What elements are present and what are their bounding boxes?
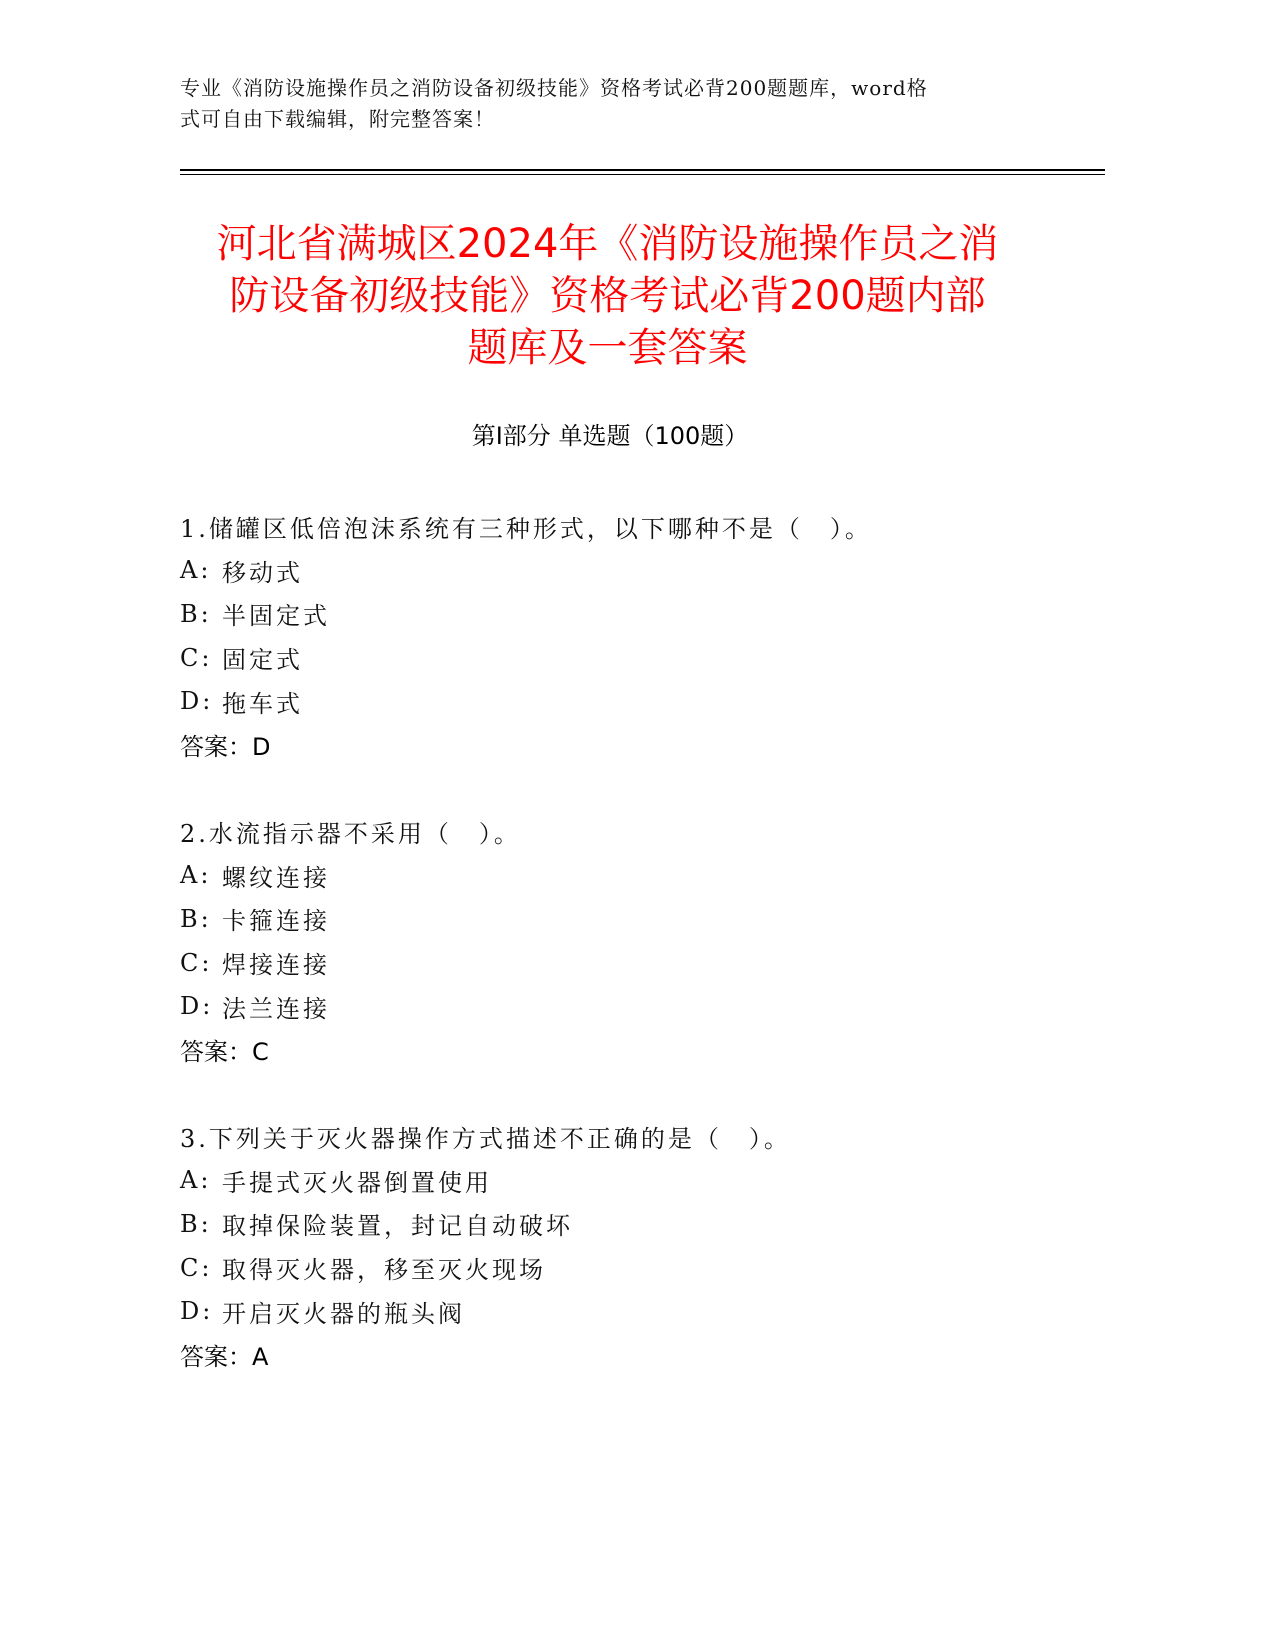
- option-text: 半固定式: [222, 602, 330, 631]
- header-divider-thick: [180, 169, 1105, 171]
- option-text: 固定式: [222, 646, 303, 675]
- option-c: [180, 941, 1060, 985]
- option-text: 卡箍连接: [222, 907, 330, 936]
- option-text: 拖车式: [222, 689, 303, 718]
- option-letter: D:: [180, 1297, 214, 1326]
- answer-line: 答案：A: [180, 1343, 269, 1372]
- option-letter: B:: [180, 1209, 212, 1238]
- option-d: [180, 1289, 1060, 1333]
- header-note-line-1: 专业《消防设施操作员之消防设备初级技能》资格考试必背200题题库，word格: [180, 76, 928, 100]
- option-a: [180, 549, 1060, 593]
- header-note: [180, 73, 1040, 135]
- option-text: 开启灭火器的瓶头阀: [222, 1299, 465, 1328]
- option-a: [180, 854, 1060, 898]
- option-letter: B:: [180, 599, 212, 628]
- question-stem: 2.水流指示器不采用（ ）。: [180, 820, 521, 849]
- option-text: 法兰连接: [222, 994, 330, 1023]
- option-letter: D:: [180, 992, 214, 1021]
- question-stem: 1.储罐区低倍泡沫系统有三种形式，以下哪种不是（ ）。: [180, 515, 872, 544]
- option-text: 焊接连接: [222, 951, 330, 980]
- answer-line: 答案：D: [180, 733, 271, 762]
- option-text: 螺纹连接: [222, 863, 330, 892]
- header-divider-thin: [180, 174, 1105, 175]
- question-2: [180, 810, 1060, 1072]
- option-letter: C:: [180, 643, 213, 672]
- document-page: [180, 0, 1105, 1650]
- option-text: 取得灭火器，移至灭火现场: [222, 1256, 546, 1285]
- option-letter: A:: [180, 861, 212, 890]
- option-b: [180, 897, 1060, 941]
- option-b: [180, 1202, 1060, 1246]
- option-text: 取掉保险装置，封记自动破坏: [222, 1212, 573, 1241]
- document-title: [170, 218, 1045, 374]
- option-b: [180, 592, 1060, 636]
- option-c: [180, 1246, 1060, 1290]
- option-d: [180, 679, 1060, 723]
- option-letter: C:: [180, 948, 213, 977]
- option-a: [180, 1159, 1060, 1203]
- option-letter: C:: [180, 1253, 213, 1282]
- document-title-line-1: 河北省满城区2024年《消防设施操作员之消: [216, 221, 999, 267]
- section-title: 第Ⅰ部分 单选题（100题）: [471, 422, 749, 450]
- option-letter: D:: [180, 687, 214, 716]
- option-text: 手提式灭火器倒置使用: [222, 1168, 492, 1197]
- question-1: [180, 505, 1060, 767]
- option-letter: A:: [180, 1166, 212, 1195]
- option-d: [180, 984, 1060, 1028]
- option-text: 移动式: [222, 558, 303, 587]
- option-c: [180, 636, 1060, 680]
- document-title-line-3: 题库及一套答案: [467, 325, 748, 371]
- question-stem: 3.下列关于灭火器操作方式描述不正确的是（ ）。: [180, 1125, 791, 1154]
- question-3: [180, 1115, 1060, 1377]
- document-title-line-2: 防设备初级技能》资格考试必背200题内部: [229, 273, 986, 319]
- answer-line: 答案：C: [180, 1038, 269, 1067]
- option-letter: A:: [180, 556, 212, 585]
- header-note-line-2: 式可自由下载编辑，附完整答案！: [180, 107, 495, 131]
- option-letter: B:: [180, 904, 212, 933]
